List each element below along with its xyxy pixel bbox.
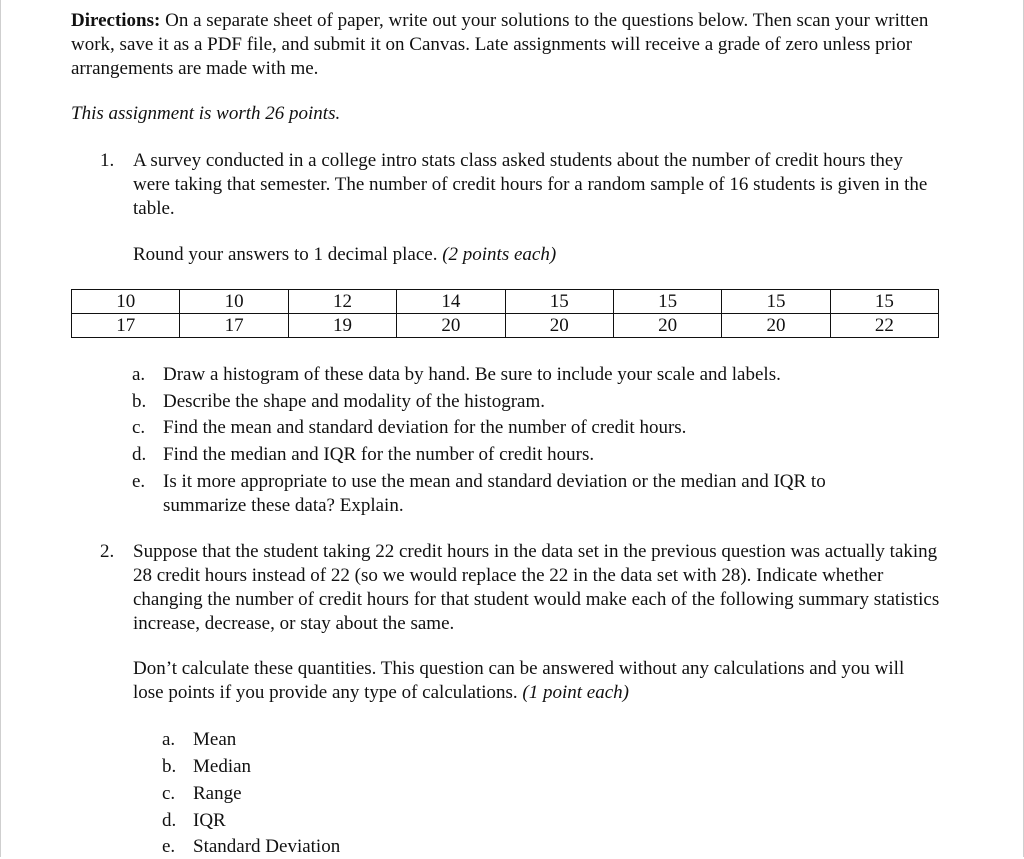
round-points: (2 points each) — [442, 244, 557, 265]
part-letter: d. — [132, 444, 147, 465]
part-text: Range — [193, 783, 242, 804]
directions-paragraph — [71, 9, 951, 81]
table-cell: 20 — [505, 314, 613, 338]
table-cell: 20 — [722, 314, 830, 338]
part-letter: a. — [162, 729, 176, 750]
part-text: Describe the shape and modality of the histogram. — [163, 391, 546, 412]
part-text: Is it more appropriate to use the mean and standard deviation or the median and IQR to summarize these data? Explain. — [163, 471, 826, 516]
part-letter: c. — [132, 417, 146, 438]
table-cell: 19 — [288, 314, 396, 338]
table-cell: 15 — [613, 290, 721, 314]
part-text: Find the median and IQR for the number of credit hours. — [163, 444, 595, 465]
directions-text: On a separate sheet of paper, write out your solutions to the questions below. Then scan your written work, save it as a PDF file, and submit it on Canvas. Late assignments will receive a grade of zero unless prior arrangements are made with me. — [71, 10, 929, 79]
part-text: Draw a histogram of these data by hand. Be sure to include your scale and labels. — [163, 364, 781, 385]
part-letter: b. — [162, 756, 177, 777]
part-letter: a. — [132, 364, 146, 385]
q2-instruction — [133, 657, 933, 705]
q2-text: Suppose that the student taking 22 credit hours in the data set in the previous question was actually taking 28 credit hours instead of 22 (so we would replace the 22 in the data set with 28). Indicate whether changing the number of credit hours for that student would make each of the following summary statistics increase, decrease, or stay about the same. — [133, 541, 940, 634]
table-cell: 10 — [180, 290, 288, 314]
credit-hours-table — [71, 289, 939, 338]
table-cell: 10 — [72, 290, 180, 314]
q2-number: 2. — [100, 541, 115, 562]
table-row — [72, 314, 939, 338]
q1-text: A survey conducted in a college intro stats class asked students about the number of credit hours they were taking that semester. The number of credit hours for a random sample of 16 students is given in the table. — [133, 150, 928, 219]
table-row — [72, 290, 939, 314]
table-cell: 20 — [613, 314, 721, 338]
part-letter: b. — [132, 391, 147, 412]
part-text: Find the mean and standard deviation for the number of credit hours. — [163, 417, 687, 438]
table-cell: 12 — [288, 290, 396, 314]
q1-number: 1. — [100, 150, 115, 171]
part-letter: c. — [162, 783, 176, 804]
part-letter: e. — [132, 471, 146, 492]
table-cell: 17 — [180, 314, 288, 338]
table-cell: 22 — [830, 314, 938, 338]
table-cell: 17 — [72, 314, 180, 338]
part-text: Standard Deviation — [193, 836, 341, 857]
part-text: Median — [193, 756, 252, 777]
dont-points: (1 point each) — [522, 682, 629, 703]
assignment-worth: This assignment is worth 26 points. — [71, 103, 341, 124]
table-cell: 15 — [722, 290, 830, 314]
table-cell: 14 — [397, 290, 505, 314]
directions-label: Directions: — [71, 10, 161, 31]
part-text: Mean — [193, 729, 237, 750]
part-text: IQR — [193, 810, 226, 831]
q1-round-instruction — [133, 243, 933, 267]
dont-text: Don’t calculate these quantities. This question can be answered without any calculations and you will lose points if you provide any type of calculations. — [133, 658, 905, 703]
part-letter: d. — [162, 810, 177, 831]
table-cell: 15 — [830, 290, 938, 314]
round-text: Round your answers to 1 decimal place. — [133, 244, 443, 265]
part-letter: e. — [162, 836, 176, 857]
table-cell: 20 — [397, 314, 505, 338]
table-cell: 15 — [505, 290, 613, 314]
